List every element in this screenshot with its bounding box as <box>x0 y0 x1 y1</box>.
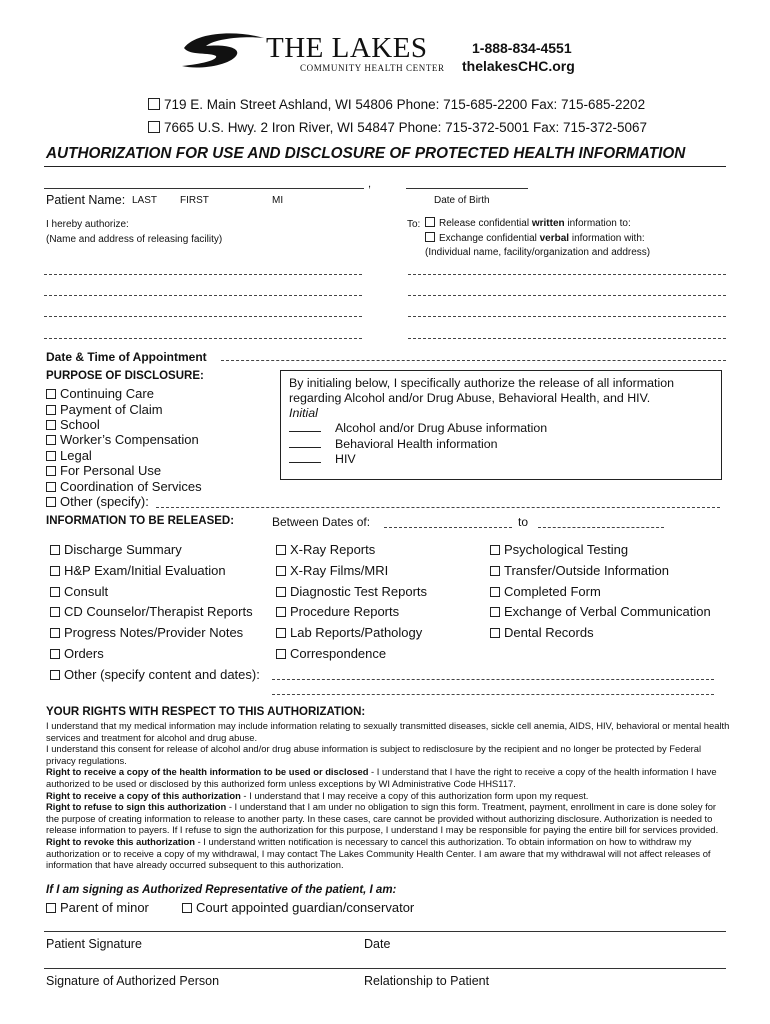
checkbox[interactable] <box>490 545 500 555</box>
purpose-payment-of-claim[interactable]: Payment of Claim <box>46 402 163 417</box>
checkbox[interactable] <box>490 628 500 638</box>
purpose-heading: PURPOSE OF DISCLOSURE: <box>46 370 204 382</box>
releasing-facility-line[interactable] <box>44 316 362 317</box>
info-heading: INFORMATION TO BE RELEASED: <box>46 515 235 527</box>
releasing-facility-line[interactable] <box>44 295 362 296</box>
checkbox[interactable] <box>276 545 286 555</box>
checkbox[interactable] <box>490 587 500 597</box>
info-xray-reports[interactable]: X-Ray Reports <box>276 542 375 557</box>
dob-label: Date of Birth <box>434 195 490 206</box>
end-date-field[interactable] <box>538 527 664 528</box>
info-correspondence[interactable]: Correspondence <box>276 646 386 661</box>
checkbox[interactable] <box>50 670 60 680</box>
release-written-option: Release confidential written information to: <box>425 217 631 229</box>
form-title: AUTHORIZATION FOR USE AND DISCLOSURE OF PROTECTED HEALTH INFORMATION <box>46 145 686 162</box>
header-website: thelakesCHC.org <box>462 58 575 74</box>
checkbox[interactable] <box>425 217 435 227</box>
info-xray-films[interactable]: X-Ray Films/MRI <box>276 563 388 578</box>
rights-text <box>46 720 730 871</box>
dob-field[interactable] <box>406 188 528 189</box>
patient-signature-field[interactable] <box>44 931 726 932</box>
checkbox[interactable] <box>46 405 56 415</box>
checkbox[interactable] <box>276 628 286 638</box>
checkbox[interactable] <box>490 607 500 617</box>
logo-subtitle: COMMUNITY HEALTH CENTER <box>300 63 445 73</box>
releasing-facility-line[interactable] <box>44 338 362 339</box>
checkbox[interactable] <box>46 903 56 913</box>
rights-paragraph: Right to receive a copy of this authorization - I understand that I may receive a copy of this authorization form upon my request. <box>46 789 589 801</box>
info-completed-form[interactable]: Completed Form <box>490 584 601 599</box>
checkbox[interactable] <box>46 451 56 461</box>
mi-label: MI <box>272 195 284 206</box>
lakes-swoosh-icon <box>176 30 268 74</box>
checkbox[interactable] <box>46 482 56 492</box>
patient-name-label: Patient Name: <box>46 193 126 207</box>
purpose-personal-use[interactable]: For Personal Use <box>46 463 161 478</box>
checkbox[interactable] <box>182 903 192 913</box>
rights-paragraph: Right to refuse to sign this authorization - I understand that I am under no obligation to sign this form. Treatment, payment, enrollment in care is done soley for the purpose of creating information to release to another party. In these cases, care cannot be provided without authorizing disclosure. Authorization is needed to release information to payers. If I refuse to sign the authorization for this purpose, I understand I may be responsible for paying the entire bill for services provided. <box>46 801 719 836</box>
info-orders[interactable]: Orders <box>50 646 104 661</box>
to-date-label: to <box>518 515 529 529</box>
checkbox[interactable] <box>148 121 160 133</box>
recipient-line[interactable] <box>408 274 726 275</box>
rights-paragraph: Right to revoke this authorization - I understand written notification is necessary to cancel this authorization. To obtain information on how to withdraw my authorization or to receive a copy of my withdrawal, I may contact The Lakes Community Health Center. I am aware that my withdrawal will not affect releases of information that have already occurred subsequent to this authorization. <box>46 835 711 871</box>
checkbox[interactable] <box>50 545 60 555</box>
recipient-note: (Individual name, facility/organization and address) <box>425 247 651 258</box>
representative-heading: If I am signing as Authorized Representative of the patient, I am: <box>46 884 397 896</box>
first-label: FIRST <box>180 195 209 206</box>
initial-label: Initial <box>289 406 318 420</box>
info-cd-counselor[interactable]: CD Counselor/Therapist Reports <box>50 604 253 619</box>
purpose-other-field[interactable] <box>156 507 720 508</box>
relationship-label: Relationship to Patient <box>364 974 490 988</box>
info-consult[interactable]: Consult <box>50 584 108 599</box>
info-procedure-reports[interactable]: Procedure Reports <box>276 604 399 619</box>
info-psychological-testing[interactable]: Psychological Testing <box>490 542 628 557</box>
checkbox[interactable] <box>50 649 60 659</box>
sensitive-info-text: By initialing below, I specifically authorize the release of all information regarding Alcohol and/or Drug Abuse, Behavioral Health, and HIV. <box>289 376 674 405</box>
checkbox[interactable] <box>50 587 60 597</box>
patient-signature-label: Patient Signature <box>46 937 142 951</box>
address-ashland: 719 E. Main Street Ashland, WI 54806 Phone: 715-685-2200 Fax: 715-685-2202 <box>148 97 645 112</box>
info-dental-records[interactable]: Dental Records <box>490 625 594 640</box>
purpose-coordination[interactable]: Coordination of Services <box>46 479 202 494</box>
guardian-option[interactable]: Court appointed guardian/conservator <box>182 900 414 915</box>
rights-paragraph: Right to receive a copy of the health information to be used or disclosed - I understand that I have the right to receive a copy of the health information I have authorized to be used or disclosed by this authorized form unless exceptions by WI Administrative Code HHS117. <box>46 766 717 789</box>
rights-paragraph: I understand this consent for release of alcohol and/or drug abuse information is subject to redisclosure by the recipient and no longer be protected by Federal privacy regulations. <box>46 743 702 766</box>
info-other-field[interactable] <box>272 679 714 680</box>
releasing-facility-note: (Name and address of releasing facility) <box>46 234 223 245</box>
releasing-facility-line[interactable] <box>44 274 362 275</box>
checkbox[interactable] <box>490 566 500 576</box>
info-lab-reports[interactable]: Lab Reports/Pathology <box>276 625 422 640</box>
checkbox[interactable] <box>148 98 160 110</box>
authorized-signature-label: Signature of Authorized Person <box>46 974 220 988</box>
info-hp-exam[interactable]: H&P Exam/Initial Evaluation <box>50 563 226 578</box>
title-rule <box>44 166 726 167</box>
checkbox[interactable] <box>276 587 286 597</box>
checkbox[interactable] <box>50 566 60 576</box>
purpose-school[interactable]: School <box>46 417 100 432</box>
comma: , <box>368 178 372 190</box>
info-other-field[interactable] <box>272 694 714 695</box>
checkbox[interactable] <box>50 628 60 638</box>
info-transfer-outside[interactable]: Transfer/Outside Information <box>490 563 669 578</box>
checkbox[interactable] <box>46 435 56 445</box>
checkbox[interactable] <box>46 466 56 476</box>
recipient-line[interactable] <box>408 316 726 317</box>
authorized-signature-field[interactable] <box>44 968 726 969</box>
last-label: LAST <box>132 195 158 206</box>
header-phone: 1-888-834-4551 <box>472 40 572 56</box>
initial-alcohol-drug[interactable]: Alcohol and/or Drug Abuse information <box>289 421 713 437</box>
appointment-label: Date & Time of Appointment <box>46 350 207 364</box>
initial-hiv[interactable]: HIV <box>289 452 713 468</box>
checkbox[interactable] <box>276 649 286 659</box>
recipient-line[interactable] <box>408 338 726 339</box>
info-progress-notes[interactable]: Progress Notes/Provider Notes <box>50 625 243 640</box>
logo <box>176 30 448 78</box>
purpose-workers-compensation[interactable]: Worker’s Compensation <box>46 432 199 447</box>
checkbox[interactable] <box>46 497 56 507</box>
between-dates-label: Between Dates of: <box>272 515 371 529</box>
to-label: To: <box>407 219 421 230</box>
parent-of-minor-option[interactable]: Parent of minor <box>46 900 149 915</box>
checkbox[interactable] <box>425 232 435 242</box>
checkbox[interactable] <box>46 420 56 430</box>
info-other[interactable]: Other (specify content and dates): <box>50 667 260 682</box>
purpose-other[interactable]: Other (specify): <box>46 494 149 509</box>
start-date-field[interactable] <box>384 527 512 528</box>
checkbox[interactable] <box>46 389 56 399</box>
purpose-legal[interactable]: Legal <box>46 448 92 463</box>
authorize-label: I hereby authorize: <box>46 219 129 230</box>
sensitive-info-box <box>280 370 722 480</box>
rights-heading: YOUR RIGHTS WITH RESPECT TO THIS AUTHORIZATION: <box>46 706 366 718</box>
checkbox[interactable] <box>276 607 286 617</box>
date-label: Date <box>364 937 391 951</box>
logo-title: THE LAKES <box>266 32 428 64</box>
checkbox[interactable] <box>50 607 60 617</box>
info-diagnostic-tests[interactable]: Diagnostic Test Reports <box>276 584 427 599</box>
info-discharge-summary[interactable]: Discharge Summary <box>50 542 182 557</box>
info-verbal-communication[interactable]: Exchange of Verbal Communication <box>490 604 711 619</box>
initial-behavioral-health[interactable]: Behavioral Health information <box>289 437 713 453</box>
rights-paragraph: I understand that my medical information may include information relating to sexually transmitted diseases, sickle cell anemia, AIDS, HIV, behavioral or mental health services and treatment for alcohol and drug abuse. <box>46 720 730 743</box>
purpose-continuing-care[interactable]: Continuing Care <box>46 386 154 401</box>
recipient-line[interactable] <box>408 295 726 296</box>
address-iron-river: 7665 U.S. Hwy. 2 Iron River, WI 54847 Phone: 715-372-5001 Fax: 715-372-5067 <box>148 120 647 135</box>
appointment-field[interactable] <box>221 360 726 361</box>
patient-name-field[interactable] <box>44 188 364 189</box>
exchange-verbal-option: Exchange confidential verbal information with: <box>425 232 645 244</box>
checkbox[interactable] <box>276 566 286 576</box>
